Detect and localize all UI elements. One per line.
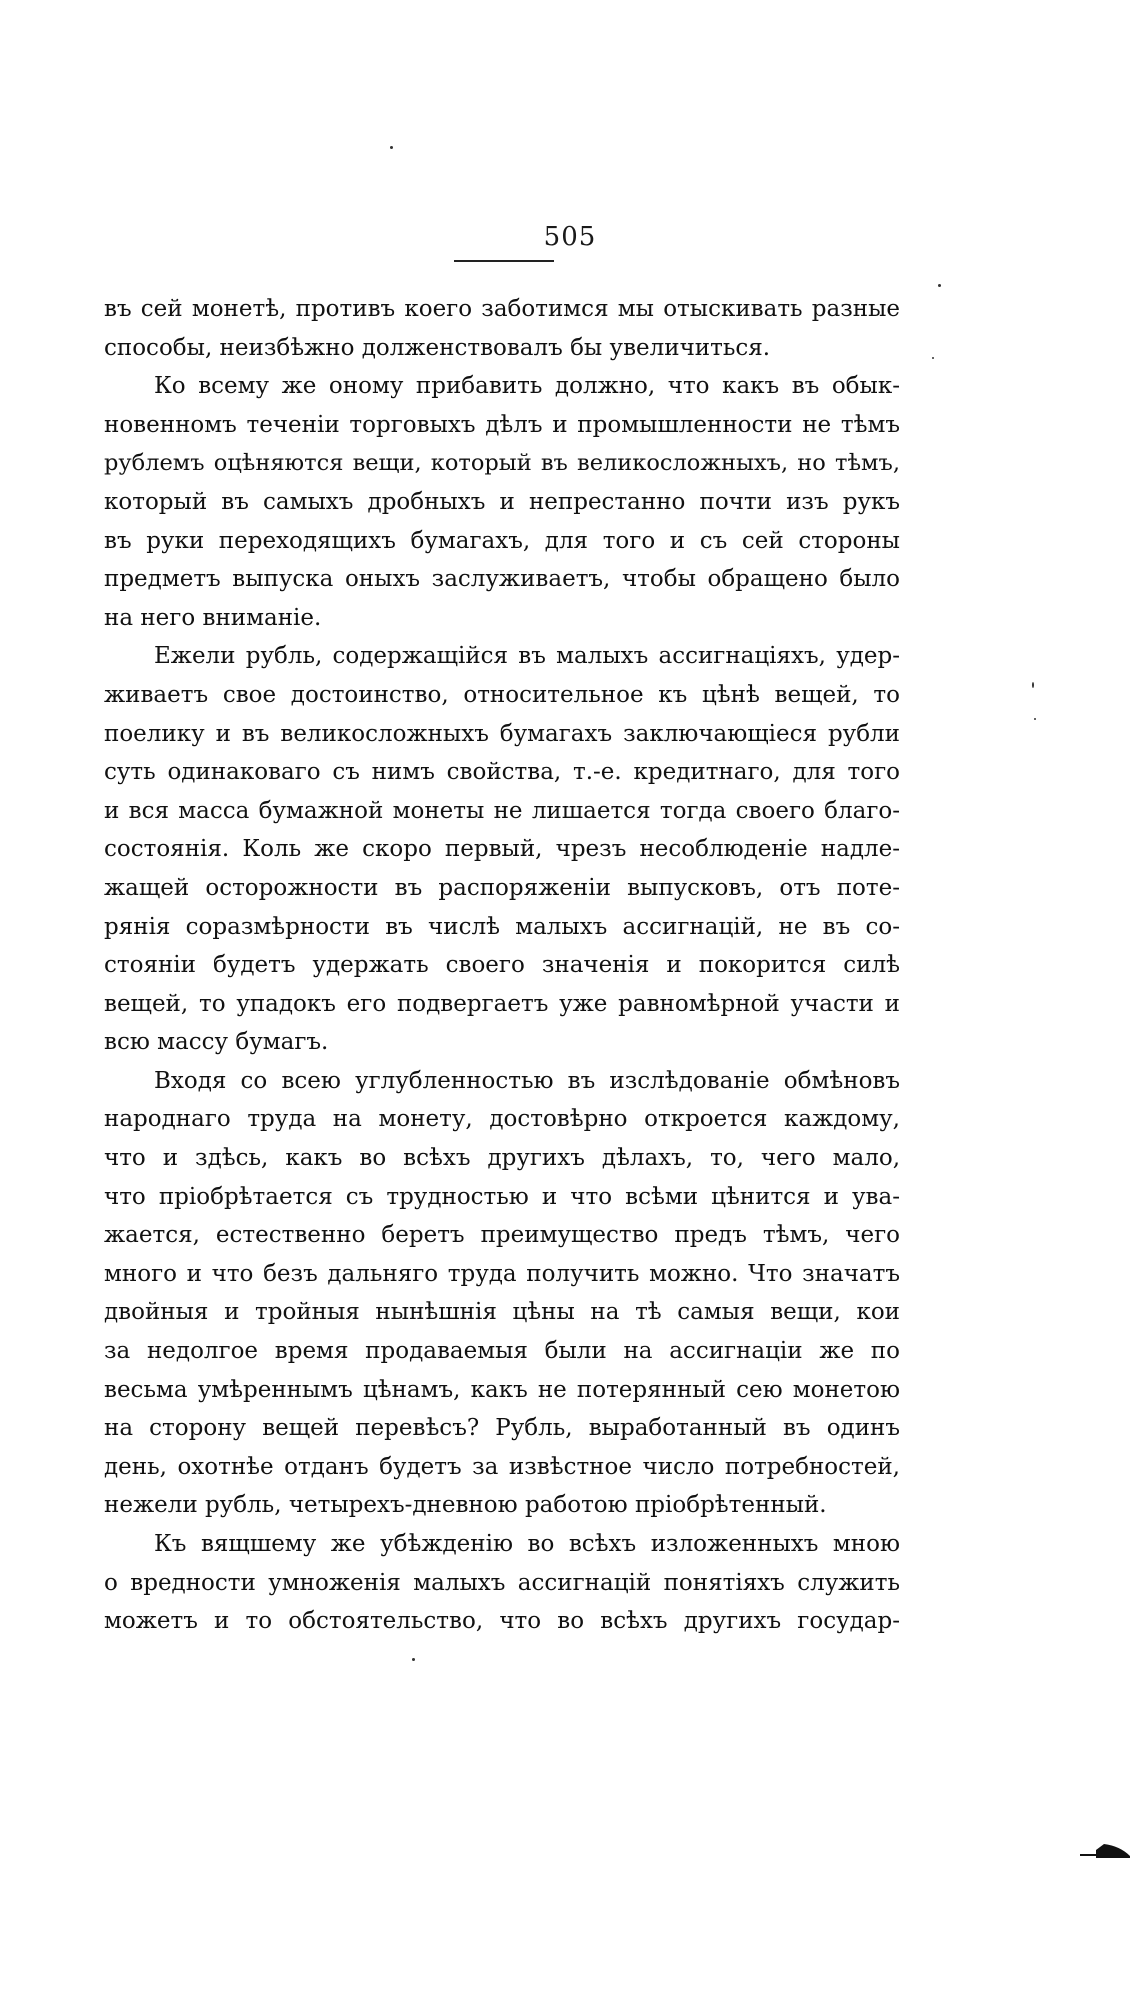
text-line: всю массу бумагъ. [104, 1029, 329, 1056]
scan-speck [938, 284, 941, 287]
text-line: жается, естественно беретъ преимущество предъ тѣмъ, чего [104, 1222, 900, 1249]
text-line: въ сей монетѣ, противъ коего заботимся мы отыскивать разные [104, 296, 900, 322]
text-line: Къ вящшему же убѣжденію во всѣхъ изложенныхъ мною [154, 1531, 900, 1557]
text-line: предметъ выпуска оныхъ заслуживаетъ, чтобы обращено было [104, 566, 900, 593]
text-line: суть одинаковаго съ нимъ свойства, т.-е. кредитнаго, для того [104, 759, 900, 786]
text-line: на сторону вещей перевѣсъ? Рубль, выработанный въ одинъ [104, 1415, 900, 1442]
text-line: который въ самыхъ дробныхъ и непрестанно почти изъ рукъ [104, 488, 900, 515]
text-line: рублемъ оцѣняются вещи, который въ великосложныхъ, но тѣмъ, [104, 450, 900, 477]
text-line: весьма умѣреннымъ цѣнамъ, какъ не потерянный сею монетою [104, 1376, 900, 1403]
scan-speck [412, 1658, 415, 1661]
text-line: поелику и въ великосложныхъ бумагахъ заключающіеся рубли [104, 720, 900, 747]
text-line: стояніи будетъ удержать своего значенія и покорится силѣ [104, 952, 900, 979]
text-line: рянія соразмѣрности въ числѣ малыхъ ассигнацій, не въ со- [104, 913, 900, 940]
text-line: Входя со всею углубленностью въ изслѣдованіе обмѣновъ [154, 1067, 900, 1094]
text-line: и вся масса бумажной монеты не лишается тогда своего благо- [104, 797, 900, 824]
page-number-rule [454, 260, 554, 262]
page-number: 505 [543, 222, 597, 252]
scan-speck [1032, 682, 1034, 688]
text-line: живаетъ свое достоинство, относительное къ цѣнѣ вещей, то [104, 681, 900, 708]
text-line: день, охотнѣе отданъ будетъ за извѣстное число потребностей, [104, 1453, 900, 1480]
scan-speck [1034, 718, 1036, 720]
text-line: много и что безъ дальняго труда получить можно. Что значатъ [104, 1260, 900, 1287]
body-text [104, 290, 900, 1641]
text-line: двойныя и тройныя нынѣшнія цѣны на тѣ самыя вещи, кои [104, 1299, 900, 1326]
scan-speck [932, 357, 934, 359]
text-line: о вредности умноженія малыхъ ассигнацій понятіяхъ служить [104, 1569, 900, 1596]
text-line: въ руки переходящихъ бумагахъ, для того и съ сей стороны [104, 527, 900, 554]
text-line: народнаго труда на монету, достовѣрно откроется каждому, [104, 1106, 900, 1133]
text-line: Ко всему же оному прибавить должно, что какъ въ обык- [154, 373, 900, 400]
text-line: нежели рубль, четырехъ-дневною работою пріобрѣтенный. [104, 1492, 827, 1519]
text-line: жащей осторожности въ распоряженіи выпусковъ, отъ поте- [104, 874, 900, 901]
scan-speck [390, 146, 393, 149]
text-line: что пріобрѣтается съ трудностью и что всѣми цѣнится и ува- [104, 1183, 900, 1210]
text-line: состоянія. Коль же скоро первый, чрезъ несоблюденіе надле- [104, 836, 900, 863]
text-line: вещей, то упадокъ его подвергаетъ уже равномѣрной участи и [104, 990, 900, 1017]
text-line: Ежели рубль, содержащійся въ малыхъ ассигнаціяхъ, удер- [154, 643, 900, 670]
text-line: за недолгое время продаваемыя были на ассигнаціи же по [104, 1338, 900, 1365]
text-line: способы, неизбѣжно долженствовалъ бы увеличиться. [104, 334, 771, 361]
text-line: можетъ и то обстоятельство, что во всѣхъ другихъ государ- [104, 1608, 900, 1635]
page-edge-mark [1080, 1840, 1132, 1864]
text-line: на него вниманіе. [104, 604, 322, 631]
text-line: что и здѣсь, какъ во всѣхъ другихъ дѣлахъ, то, чего мало, [104, 1145, 900, 1172]
text-line: новенномъ теченіи торговыхъ дѣлъ и промышленности не тѣмъ [104, 411, 900, 438]
